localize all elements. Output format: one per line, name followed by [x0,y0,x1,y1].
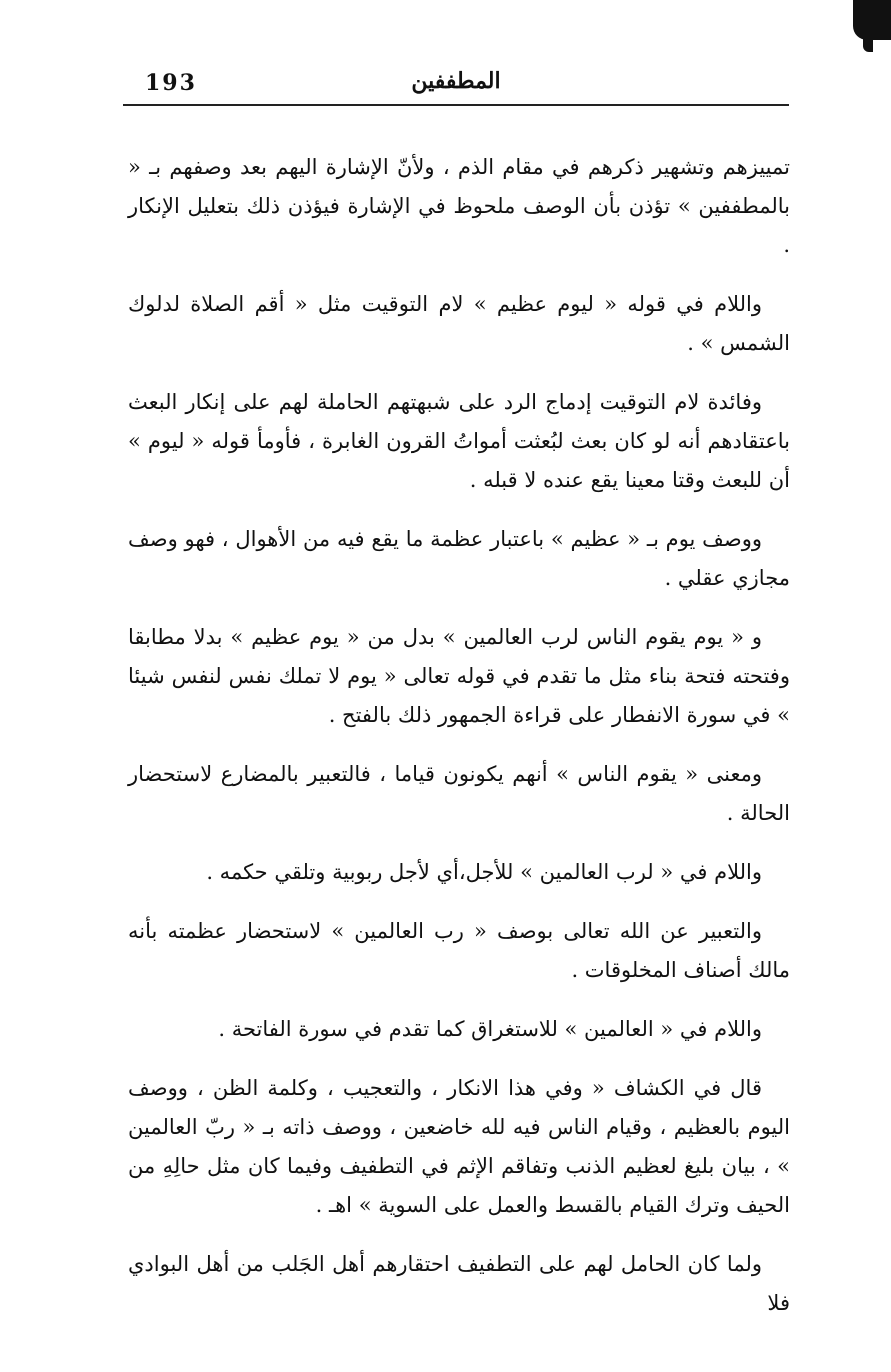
paragraph: والتعبير عن الله تعالى بوصف « رب العالمين » لاستحضار عظمته بأنه مالك أصناف المخلوقات . [128,919,790,982]
paragraph: قال في الكشاف « وفي هذا الانكار ، والتعجيب ، وكلمة الظن ، ووصف اليوم بالعظيم ، وقيام الناس فيه لله خاضعين ، ووصف ذاته بـ « ربّ العالمين » ، بيان بليغ لعظيم الذنب وتفاقم الإثم في التطفيف وفيما كان مثل حالِهِ من الحيف وترك القيام بالقسط والعمل على السوية » اهـ . [128,1076,790,1217]
page-header [123,66,789,106]
scan-artifact [853,0,891,40]
body-text [128,148,790,1343]
paragraph: وفائدة لام التوقيت إدماج الرد على شبهتهم الحاملة لهم على إنكار البعث باعتقادهم أنه لو كان بعث لبُعثت أمواتُ القرون الغابرة ، فأومأ قوله « ليوم » أن للبعث وقتا معينا يقع عنده لا قبله . [128,390,790,492]
page-number: 193 [145,70,197,96]
paragraph: ووصف يوم بـ « عظيم » باعتبار عظمة ما يقع فيه من الأهوال ، فهو وصف مجازي عقلي . [128,527,790,590]
header-divider [123,104,789,106]
paragraph: تمييزهم وتشهير ذكرهم في مقام الذم ، ولأنّ الإشارة اليهم بعد وصفهم بـ « بالمطففين » تؤذن بأن الوصف ملحوظ في الإشارة فيؤذن ذلك بتعليل الإنكار . [128,155,790,257]
paragraph: واللام في « لرب العالمين » للأجل،أي لأجل ربوبية وتلقي حكمه . [206,860,762,884]
paragraph: واللام في « العالمين » للاستغراق كما تقدم في سورة الفاتحة . [218,1017,762,1041]
paragraph: واللام في قوله « ليوم عظيم » لام التوقيت مثل « أقم الصلاة لدلوك الشمس » . [128,292,790,355]
paragraph: و « يوم يقوم الناس لرب العالمين » بدل من « يوم عظيم » بدلا مطابقا وفتحته فتحة بناء مثل ما تقدم في قوله تعالى « يوم لا تملك نفس لنفس شيئا » في سورة الانفطار على قراءة الجمهور ذلك بالفتح . [128,625,790,727]
running-title: المطففين [411,68,501,94]
paragraph: ومعنى « يقوم الناس » أنهم يكونون قياما ، فالتعبير بالمضارع لاستحضار الحالة . [128,762,790,825]
paragraph: ولما كان الحامل لهم على التطفيف احتقارهم أهل الجَلب من أهل البوادي فلا [128,1252,790,1315]
